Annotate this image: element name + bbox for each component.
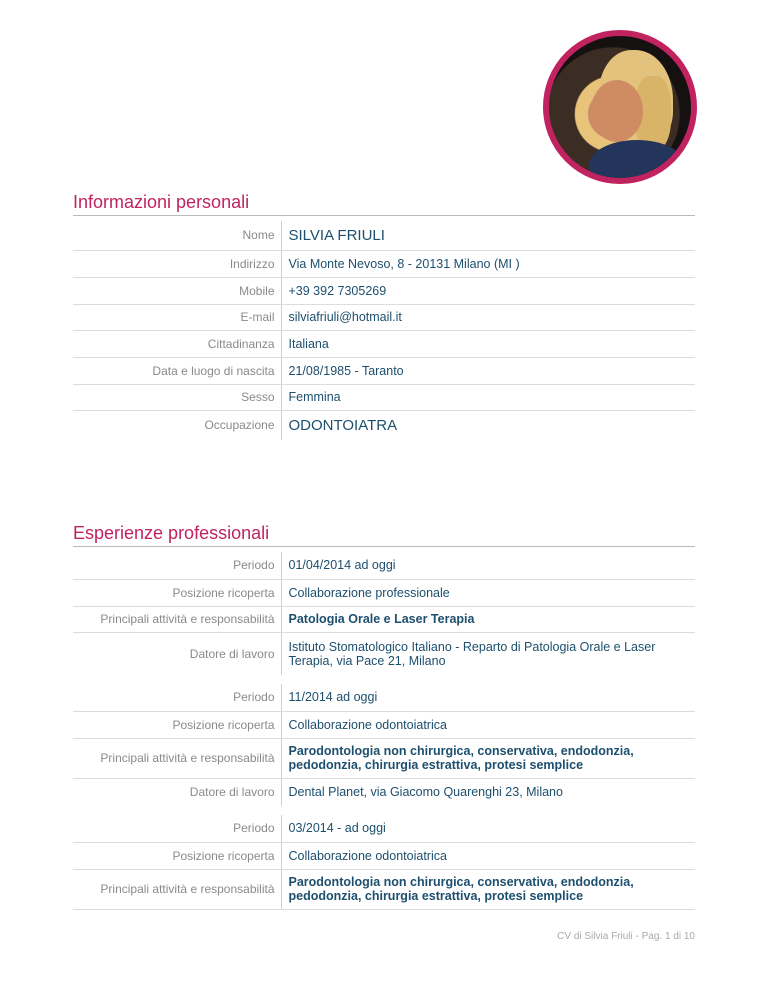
- info-row-occupazione: [73, 410, 695, 440]
- job-position: Collaborazione professionale: [281, 579, 695, 606]
- job-row-datore: [73, 632, 695, 675]
- job-label: Datore di lavoro: [189, 785, 275, 800]
- job-label: Principali attività e responsabilità: [73, 869, 281, 909]
- info-label: Indirizzo: [73, 250, 281, 277]
- job-entry: [73, 815, 695, 910]
- job-label: Principali attività e responsabilità: [73, 738, 281, 778]
- profile-photo: [543, 30, 697, 184]
- experience-section-divider: [73, 546, 695, 547]
- citizenship-value: Italiana: [281, 330, 695, 357]
- job-employer: Dental Planet, via Giacomo Quarenghi 23, Milano: [281, 778, 695, 806]
- job-label: Periodo: [73, 815, 281, 842]
- personal-info-table: [73, 221, 695, 440]
- job-label: Posizione ricoperta: [73, 579, 281, 606]
- job-row-posizione: [73, 842, 695, 869]
- job-row-periodo: [73, 815, 695, 842]
- personal-section-divider: [73, 215, 695, 216]
- job-entry: [73, 552, 695, 675]
- job-position: Collaborazione odontoiatrica: [281, 842, 695, 869]
- job-activities: Parodontologia non chirurgica, conservativa, endodonzia, pedodonzia, chirurgia estrattiva, protesi semplice: [281, 869, 695, 909]
- occupation-value: ODONTOIATRA: [281, 410, 695, 440]
- name-value: SILVIA FRIULI: [281, 221, 695, 250]
- birth-value: 21/08/1985 - Taranto: [281, 357, 695, 384]
- job-label: Periodo: [73, 552, 281, 579]
- address-value: Via Monte Nevoso, 8 - 20131 Milano (MI ): [281, 250, 695, 277]
- job-label: Periodo: [73, 684, 281, 711]
- info-row-nome: [73, 221, 695, 250]
- mobile-value: +39 392 7305269: [281, 277, 695, 304]
- experience-section-title: Esperienze professionali: [73, 523, 270, 543]
- job-label: Posizione ricoperta: [73, 711, 281, 738]
- info-row-cittadinanza: [73, 330, 695, 357]
- job-activities: Parodontologia non chirurgica, conservativa, endodonzia, pedodonzia, chirurgia estrattiva, protesi semplice: [281, 738, 695, 778]
- job-entry: [73, 684, 695, 806]
- job-row-attivita: [73, 869, 695, 909]
- info-label: Occupazione: [204, 418, 275, 433]
- job-row-attivita: [73, 738, 695, 778]
- info-label: Nome: [73, 221, 281, 250]
- info-row-indirizzo: [73, 250, 695, 277]
- job-row-posizione: [73, 711, 695, 738]
- info-row-sesso: [73, 384, 695, 410]
- job-row-periodo: [73, 684, 695, 711]
- info-label: E-mail: [73, 304, 281, 330]
- info-row-email: [73, 304, 695, 330]
- job-position: Collaborazione odontoiatrica: [281, 711, 695, 738]
- job-label: Principali attività e responsabilità: [73, 606, 281, 632]
- job-label: Posizione ricoperta: [73, 842, 281, 869]
- job-row-attivita: [73, 606, 695, 632]
- email-value: silviafriuli@hotmail.it: [281, 304, 695, 330]
- info-row-mobile: [73, 277, 695, 304]
- info-label: Cittadinanza: [73, 330, 281, 357]
- gender-value: Femmina: [281, 384, 695, 410]
- info-row-nascita: [73, 357, 695, 384]
- photo-face: [591, 80, 643, 142]
- job-period: 01/04/2014 ad oggi: [281, 552, 695, 579]
- info-label: Data e luogo di nascita: [73, 357, 281, 384]
- info-label: Mobile: [73, 277, 281, 304]
- job-row-periodo: [73, 552, 695, 579]
- job-row-datore: [73, 778, 695, 806]
- info-label: Sesso: [73, 384, 281, 410]
- job-period: 11/2014 ad oggi: [281, 684, 695, 711]
- job-label: Datore di lavoro: [189, 646, 275, 661]
- job-period: 03/2014 - ad oggi: [281, 815, 695, 842]
- page-footer: CV di Silvia Friuli - Pag. 1 di 10: [557, 931, 695, 942]
- job-activities: Patologia Orale e Laser Terapia: [281, 606, 695, 632]
- photo-shirt: [589, 140, 685, 184]
- personal-section-title: Informazioni personali: [73, 192, 250, 212]
- job-row-posizione: [73, 579, 695, 606]
- job-employer: Istituto Stomatologico Italiano - Reparto di Patologia Orale e Laser Terapia, via Pace 21, Milano: [281, 632, 695, 675]
